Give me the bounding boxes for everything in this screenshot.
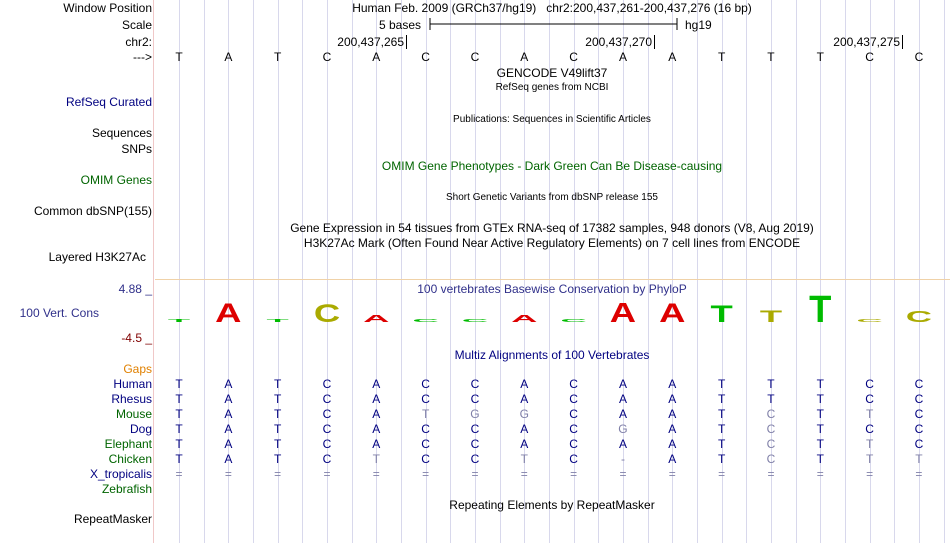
aligned-base: T [273,452,282,466]
aligned-base: A [668,407,677,421]
phylop-letter: C [461,318,489,323]
reference-base: C [322,50,332,64]
aligned-base: C [865,377,874,391]
h3k27ac-track-title[interactable]: H3K27Ac Mark (Often Found Near Active Regulatory Elements) on 7 cell lines from ENCODE [303,236,801,250]
aligned-base: T [175,392,183,406]
phylop-letter: A [659,297,686,325]
aligned-base: T [273,392,282,406]
scale-bar [428,17,680,31]
aligned-base: A [668,437,677,451]
aligned-base: = [323,467,331,481]
aligned-base: T [273,422,282,436]
reference-base: T [273,50,282,64]
aligned-base: C [421,392,430,406]
aligned-base: = [718,467,726,481]
phylop-letter: C [905,308,933,325]
aligned-base: T [273,437,282,451]
reference-base: A [520,50,529,64]
sequences-label[interactable]: Sequences [91,126,152,140]
phylop-letter: A [511,313,538,325]
aligned-base: C [914,392,924,406]
base-gridline [401,0,402,543]
aligned-base: T [816,392,824,406]
aligned-base: = [668,467,676,481]
omim-track-title[interactable]: OMIM Gene Phenotypes - Dark Green Can Be Disease-causing [381,159,723,173]
aligned-base: T [717,452,726,466]
window-position-label: Window Position [63,1,152,15]
repeatmasker-label[interactable]: RepeatMasker [73,512,152,526]
aligned-base: T [717,407,726,421]
aligned-base: T [816,437,824,451]
reference-base: A [668,50,677,64]
aligned-base: T [816,452,824,466]
aligned-base: A [618,437,627,451]
aligned-base: = [816,467,824,481]
aligned-base: = [570,467,578,481]
aligned-base: C [470,437,480,451]
gtex-track-title[interactable]: Gene Expression in 54 tissues from GTEx RNA-seq of 17382 samples, 948 donors (V8, Aug 2019) [290,221,814,235]
aligned-base: C [865,392,874,406]
base-gridline [845,0,846,543]
phylop-letter: T [809,293,832,325]
species-label[interactable]: X_tropicalis [89,467,152,481]
base-gridline [648,0,649,543]
aligned-base: G [470,407,480,421]
aligned-base: T [717,392,726,406]
base-gridline [204,0,205,543]
aligned-base: A [668,392,677,406]
aligned-base: A [520,422,529,436]
species-label[interactable]: Rhesus [111,392,152,406]
aligned-base: A [372,377,381,391]
aligned-base: = [224,467,232,481]
aligned-base: C [470,422,480,436]
aligned-base: T [520,452,528,466]
aligned-base: T [767,392,775,406]
coordinate-tick: 200,437,265 [284,35,407,49]
aligned-base: = [372,467,380,481]
aligned-base: = [619,467,627,481]
aligned-base: C [766,422,776,436]
aligned-base: A [520,392,529,406]
base-gridline [450,0,451,543]
gaps-label[interactable]: Gaps [123,362,152,376]
phylop-track-title[interactable]: 100 vertebrates Basewise Conservation by PhyloP [417,282,687,296]
vert-cons-label[interactable]: 100 Vert. Cons [19,306,99,320]
aligned-base: C [865,422,874,436]
aligned-base: T [175,422,183,436]
phylop-letter: A [363,313,390,325]
omim-genes-label[interactable]: OMIM Genes [80,173,152,187]
aligned-base: C [569,407,578,421]
scale-text: 5 bases [379,18,422,32]
aligned-base: T [175,452,183,466]
publications-track-title[interactable]: Publications: Sequences in Scientific Articles [453,114,651,125]
base-gridline [796,0,797,543]
strand-toggle[interactable]: ---> [133,50,152,64]
aligned-base: T [915,452,923,466]
aligned-base: G [519,407,529,421]
species-label[interactable]: Zebrafish [101,482,152,496]
aligned-base: C [322,377,332,391]
reference-base: A [224,50,233,64]
reference-base: C [865,50,874,64]
reference-base: C [421,50,430,64]
species-label[interactable]: Elephant [104,437,152,451]
common-dbsnp-label[interactable]: Common dbSNP(155) [33,204,152,218]
refseq-track-subtitle[interactable]: RefSeq genes from NCBI [495,82,609,93]
aligned-base: C [766,437,776,451]
aligned-base: A [668,452,677,466]
genome-position-text: Human Feb. 2009 (GRCh37/hg19) chr2:200,437,261-200,437,276 (16 bp) [352,1,752,15]
aligned-base: A [520,377,529,391]
aligned-base: T [175,437,183,451]
multiz-track-title[interactable]: Multiz Alignments of 100 Vertebrates [454,348,650,362]
aligned-base: A [224,392,233,406]
aligned-base: C [470,452,480,466]
aligned-base: A [372,392,381,406]
base-gridline [746,0,747,543]
base-gridline [697,0,698,543]
base-gridline [944,0,945,543]
aligned-base: T [865,407,874,421]
reference-base: T [175,50,183,64]
aligned-base: = [175,467,183,481]
aligned-base: C [470,377,480,391]
phylop-letter: C [856,318,883,323]
reference-base: A [372,50,381,64]
phylop-letter: T [710,300,733,325]
aligned-base: A [618,407,627,421]
refseq-curated-label[interactable]: RefSeq Curated [65,95,152,109]
aligned-base: C [914,377,924,391]
aligned-base: = [471,467,479,481]
aligned-base: A [224,452,233,466]
coordinate-tick: 200,437,275 [780,35,903,49]
reference-base: T [717,50,726,64]
aligned-base: A [668,422,677,436]
aligned-base: A [224,422,233,436]
aligned-base: = [866,467,874,481]
aligned-base: C [766,452,776,466]
snps-label[interactable]: SNPs [121,142,152,156]
aligned-base: C [569,437,578,451]
aligned-base: = [274,467,282,481]
aligned-base: C [322,452,332,466]
reference-base: A [618,50,627,64]
track-separator [155,279,950,280]
phylop-letter: C [560,318,587,323]
aligned-base: T [717,422,726,436]
aligned-base: T [865,437,874,451]
reference-base: C [914,50,924,64]
aligned-base: T [175,377,183,391]
aligned-base: T [717,437,726,451]
aligned-base: T [273,377,282,391]
aligned-base: T [816,422,824,436]
phylop-min-label: -4.5 _ [121,331,152,345]
gencode-track-title[interactable]: GENCODE V49lift37 [496,66,608,80]
aligned-base: T [865,452,874,466]
aligned-base: C [766,407,776,421]
aligned-base: T [372,452,380,466]
aligned-base: G [618,422,628,436]
species-label[interactable]: Mouse [115,407,152,421]
reference-base: T [816,50,824,64]
phylop-letter: C [313,299,341,325]
phylop-letter: T [167,318,191,323]
aligned-base: A [520,437,529,451]
aligned-base: C [322,437,332,451]
species-label[interactable]: Chicken [108,452,152,466]
aligned-base: C [421,452,430,466]
aligned-base: T [816,377,824,391]
chr-label: chr2: [125,35,152,49]
aligned-base: A [224,377,233,391]
phylop-letter: A [215,297,242,325]
aligned-base: T [717,377,726,391]
phylop-max-label: 4.88 _ [118,282,152,296]
base-gridline [352,0,353,543]
aligned-base: C [421,437,430,451]
phylop-logo [155,293,950,325]
aligned-base: A [618,392,627,406]
phylop-letter: T [266,318,289,323]
aligned-base: C [421,422,430,436]
aligned-base: T [421,407,430,421]
aligned-base: = [520,467,528,481]
aligned-base: A [668,377,677,391]
aligned-base: C [914,437,924,451]
phylop-letter: C [412,318,439,323]
aligned-base: A [372,407,381,421]
phylop-letter: T [759,307,783,325]
aligned-base: T [816,407,824,421]
aligned-base: C [569,422,578,436]
aligned-base: C [914,422,924,436]
aligned-base: C [569,452,578,466]
base-gridline [253,0,254,543]
aligned-base: C [914,407,924,421]
layered-h3k27ac-label[interactable]: Layered H3K27Ac [48,250,146,264]
species-label[interactable]: Human [113,377,152,391]
reference-base: C [470,50,480,64]
aligned-base: C [322,407,332,421]
aligned-base: C [322,422,332,436]
species-label[interactable]: Dog [129,422,152,436]
aligned-base: A [224,437,233,451]
aligned-base: T [175,407,183,421]
dbsnp-track-title[interactable]: Short Genetic Variants from dbSNP release 155 [446,192,658,203]
aligned-base: A [372,437,381,451]
aligned-base: C [421,377,430,391]
repeatmasker-track-title[interactable]: Repeating Elements by RepeatMasker [449,498,655,512]
reference-base: T [767,50,775,64]
aligned-base: C [470,392,480,406]
aligned-base: = [767,467,775,481]
phylop-letter: A [609,296,637,325]
aligned-base: T [767,377,775,391]
base-gridline [302,0,303,543]
aligned-base: C [569,377,578,391]
aligned-base: A [224,407,233,421]
aligned-base: A [618,377,627,391]
aligned-base: - [620,452,625,466]
aligned-base: C [322,392,332,406]
aligned-base: = [422,467,430,481]
aligned-base: T [273,407,282,421]
aligned-base: C [569,392,578,406]
aligned-base: A [372,422,381,436]
base-gridline [894,0,895,543]
aligned-base: = [915,467,923,481]
scale-label: Scale [121,18,152,32]
coordinate-tick: 200,437,270 [532,35,655,49]
assembly-label: hg19 [685,18,712,32]
reference-base: C [569,50,578,64]
